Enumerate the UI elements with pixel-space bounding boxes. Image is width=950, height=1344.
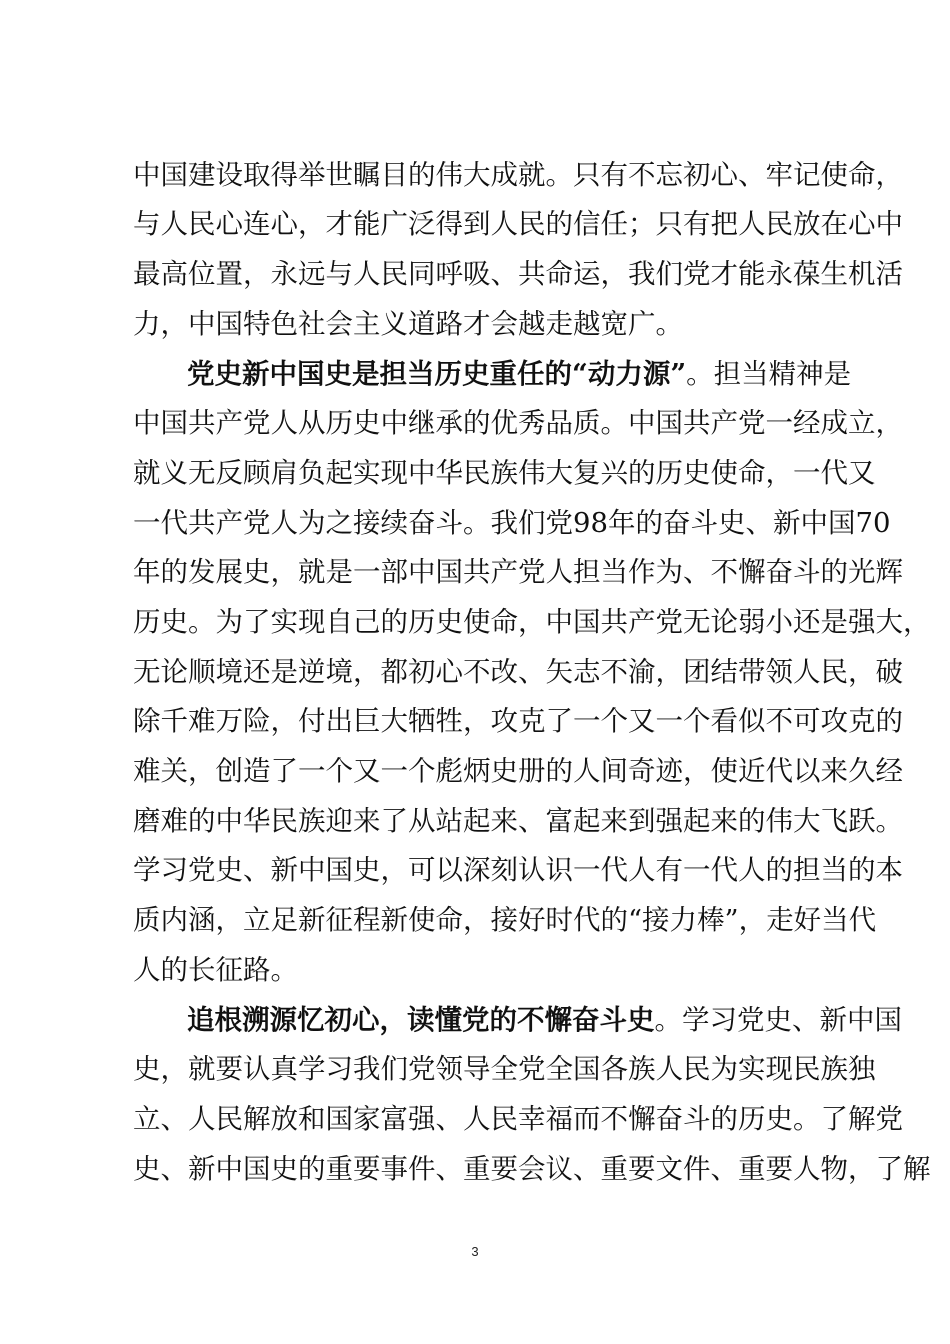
- body-text-line: 最高位置，永远与人民同呼吸、共命运，我们党才能永葆生机活: [133, 258, 903, 290]
- body-text-line: 史、新中国史的重要事件、重要会议、重要文件、重要人物，了解: [133, 1153, 931, 1185]
- body-text-line: 就义无反顾肩负起实现中华民族伟大复兴的历史使命，一代又: [133, 457, 876, 489]
- body-text-line: 一代共产党人为之接续奋斗。我们党98年的奋斗史、新中国70: [133, 507, 891, 539]
- paragraph-heading-line: 追根溯源忆初心，读懂党的不懈奋斗史。学习党史、新中国: [187, 1004, 902, 1036]
- body-text-line: 力，中国特色社会主义道路才会越走越宽广。: [133, 308, 683, 340]
- page-number: 3: [471, 1244, 479, 1259]
- body-text-line: 无论顺境还是逆境，都初心不改、矢志不渝，团结带领人民，破: [133, 656, 903, 688]
- body-text-line: 难关，创造了一个又一个彪炳史册的人间奇迹，使近代以来久经: [133, 755, 903, 787]
- body-text-line: 除千难万险，付出巨大牺牲，攻克了一个又一个看似不可攻克的: [133, 705, 903, 737]
- paragraph-heading-line: 党史新中国史是担当历史重任的“动力源”。担当精神是: [187, 358, 852, 390]
- body-text-line: 人的长征路。: [133, 954, 298, 986]
- body-text-line: 立、人民解放和国家富强、人民幸福而不懈奋斗的历史。了解党: [133, 1103, 903, 1135]
- body-text-line: 历史。为了实现自己的历史使命，中国共产党无论弱小还是强大，: [133, 606, 931, 638]
- bold-heading: 党史新中国史是担当历史重任的“动力源”: [187, 358, 687, 390]
- body-text-line: 中国共产党人从历史中继承的优秀品质。中国共产党一经成立，: [133, 407, 903, 439]
- body-text-line: 磨难的中华民族迎来了从站起来、富起来到强起来的伟大飞跃。: [133, 805, 903, 837]
- body-text-line: 学习党史、新中国史，可以深刻认识一代人有一代人的担当的本: [133, 854, 903, 886]
- body-text-line: 中国建设取得举世瞩目的伟大成就。只有不忘初心、牢记使命，: [133, 159, 903, 191]
- body-text-line: 年的发展史，就是一部中国共产党人担当作为、不懈奋斗的光辉: [133, 556, 903, 588]
- body-text-line: 质内涵，立足新征程新使命，接好时代的“接力棒”，走好当代: [133, 904, 877, 936]
- body-text-line: 与人民心连心，才能广泛得到人民的信任；只有把人民放在心中: [133, 208, 903, 240]
- body-text-line: 史，就要认真学习我们党领导全党全国各族人民为实现民族独: [133, 1053, 876, 1085]
- bold-heading: 追根溯源忆初心，读懂党的不懈奋斗史: [187, 1004, 655, 1036]
